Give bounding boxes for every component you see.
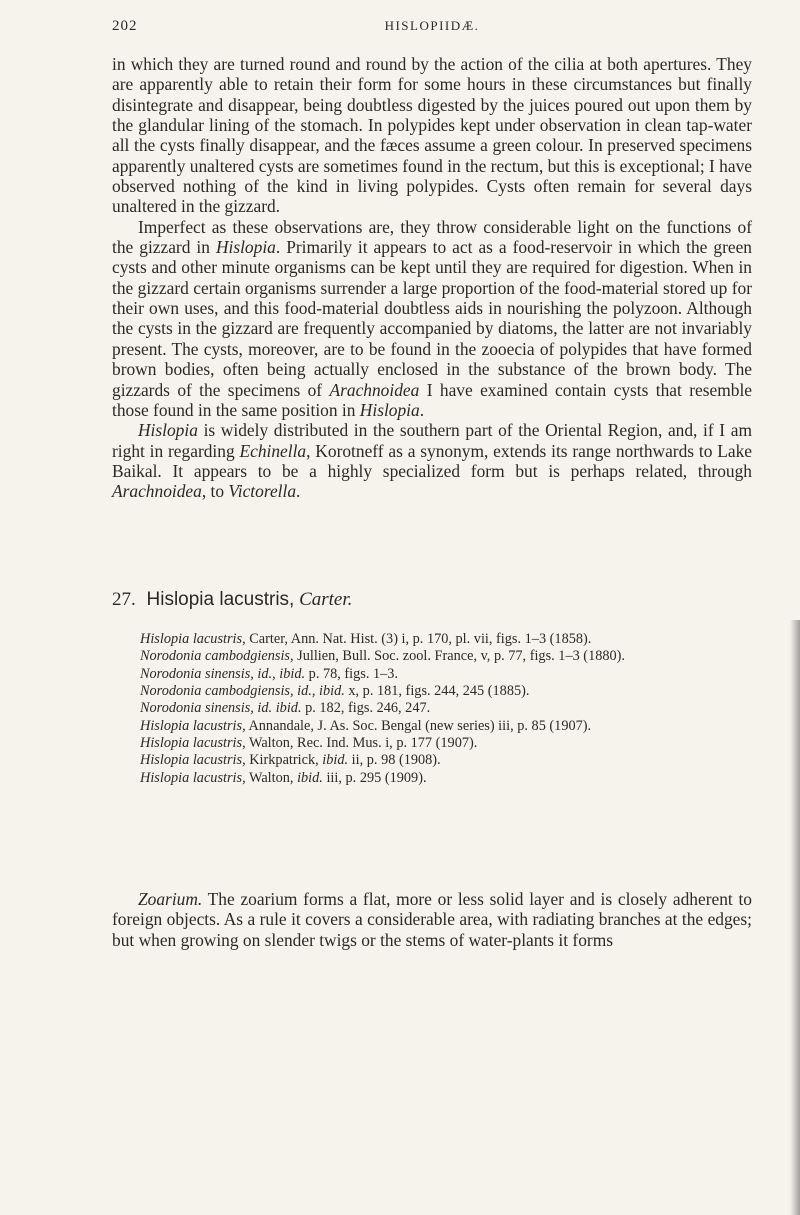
text-run: , to (201, 481, 229, 502)
synonym-name: Hislopia lacustris, (140, 631, 246, 647)
main-text (112, 54, 752, 502)
synonym-entry (140, 718, 752, 735)
synonym-name: Hislopia lacustris, (140, 769, 246, 786)
synonym-reference: Walton, (245, 769, 298, 786)
italic-taxon: Hislopia (359, 399, 420, 420)
synonym-entry (140, 631, 752, 648)
italic-taxon: Arachnoidea (329, 379, 420, 400)
synonym-entry (140, 683, 752, 700)
text-run: , Korotneff as a synonym, extends its range northwards to Lake Baikal. It appears to be a highly specialized form but is perhaps related, through (112, 440, 752, 481)
synonym-reference: Carter, Ann. Nat. Hist. (3) i, p. 170, pl. vii, figs. 1–3 (1858). (245, 631, 592, 647)
zoarium-text: The zoarium forms a flat, more or less solid layer and is closely adherent to foreign objects. As a rule it covers a considerable area, with radiating branches at the edges; but when growing on slender twigs or the stems of water-plants it forms (112, 889, 752, 950)
italic-taxon: Arachnoidea (112, 481, 202, 502)
text-run: in which they are turned round and round by the action of the cilia at both apertures. They are apparently able to retain their form for some hours in these circumstances but finally disintegrate and disappear, being doubtless digested by the juices poured out upon them by the glandular lining of the stomach. In polypides kept under observation in clean tap-water all the cysts finally disappear, and the fæces assume a green colour. In preserved specimens apparently unaltered cysts are sometimes found in the rectum, but this is exceptional; I have observed nothing of the kind in living polypides. Cysts often remain for several days unaltered in the gizzard. (112, 54, 752, 217)
synonym-entry (140, 666, 752, 683)
synonym-entry (140, 700, 752, 717)
synonym-reference: Jullien, Bull. Soc. zool. France, v, p. 77, figs. 1–3 (1880). (293, 648, 626, 665)
synonym-name: Hislopia lacustris, (140, 717, 246, 734)
zoarium-paragraph (112, 889, 752, 950)
synonym-ibid: ibid. (322, 752, 349, 769)
synonym-reference: p. 182, figs. 246, 247. (301, 700, 431, 717)
running-title: HISLOPIIDÆ. (384, 18, 480, 33)
body-paragraph (112, 217, 752, 420)
synonym-ibid: ibid. (297, 769, 323, 786)
text-run: . (296, 481, 301, 502)
synonym-entry (140, 735, 752, 752)
species-heading (112, 589, 752, 611)
synonym-reference-tail: ii, p. 98 (1908). (348, 752, 441, 769)
italic-taxon: Hislopia (215, 237, 276, 258)
synonymy-list (140, 631, 752, 787)
synonym-name: Norodonia sinensis, id. ibid. (140, 700, 302, 717)
synonym-name: Norodonia cambodgiensis, (140, 648, 294, 665)
body-paragraph (112, 54, 752, 217)
species-number: 27. (112, 589, 136, 610)
page-header (112, 18, 752, 42)
species-authority: Carter. (299, 589, 353, 610)
text-run: is widely distributed in the southern part of the Oriental Region, and, if I am right in regarding (112, 420, 752, 461)
synonym-name: Norodonia cambodgiensis, id., ibid. (140, 683, 345, 700)
page-number: 202 (112, 18, 138, 34)
synonym-name: Hislopia lacustris, (140, 735, 246, 752)
species-name: Hislopia lacustris, (146, 589, 295, 610)
italic-taxon: Hislopia (138, 420, 198, 441)
synonym-name: Norodonia sinensis, id., ibid. (140, 665, 306, 682)
text-run: Imperfect as these observations are, they throw considerable light on the functions of the gizzard in (112, 216, 752, 258)
synonym-reference: Kirkpatrick, (245, 752, 323, 769)
synonym-reference: p. 78, figs. 1–3. (305, 665, 399, 682)
zoarium-heading: Zoarium. (138, 889, 203, 909)
synonym-entry (140, 752, 752, 769)
synonym-entry (140, 648, 752, 665)
text-run: . (419, 399, 425, 420)
synonym-reference: Annandale, J. As. Soc. Bengal (new series) iii, p. 85 (1907). (245, 717, 592, 734)
italic-taxon: Echinella (239, 440, 307, 461)
text-run: I have examined contain cysts that resemble those found in the same position in (112, 379, 752, 420)
text-run: . Primarily it appears to act as a food-reservoir in which the green cysts and other minute organisms can be kept until they are required for digestion. When in the gizzard certain organisms surrender a large proportion of the food-material stored up for their own uses, and this food-material doubtless aids in nourishing the polyzoon. Although the cysts in the gizzard are frequently accompanied by diatoms, the latter are not invariably present. The cysts, moreover, are to be found in the zooecia of polypides that have formed brown bodies, often being actually enclosed in the substance of the brown body. The gizzards of the specimens of (112, 237, 752, 400)
synonym-entry (140, 770, 752, 787)
zoarium-section (112, 889, 752, 950)
synonym-name: Hislopia lacustris, (140, 752, 246, 769)
body-paragraph (112, 420, 752, 501)
italic-taxon: Victorella (228, 481, 297, 502)
synonym-reference: x, p. 181, figs. 244, 245 (1885). (344, 683, 530, 700)
page-edge-shadow (790, 620, 800, 1215)
synonym-reference-tail: iii, p. 295 (1909). (322, 769, 427, 786)
synonym-reference: Walton, Rec. Ind. Mus. i, p. 177 (1907). (245, 735, 478, 752)
